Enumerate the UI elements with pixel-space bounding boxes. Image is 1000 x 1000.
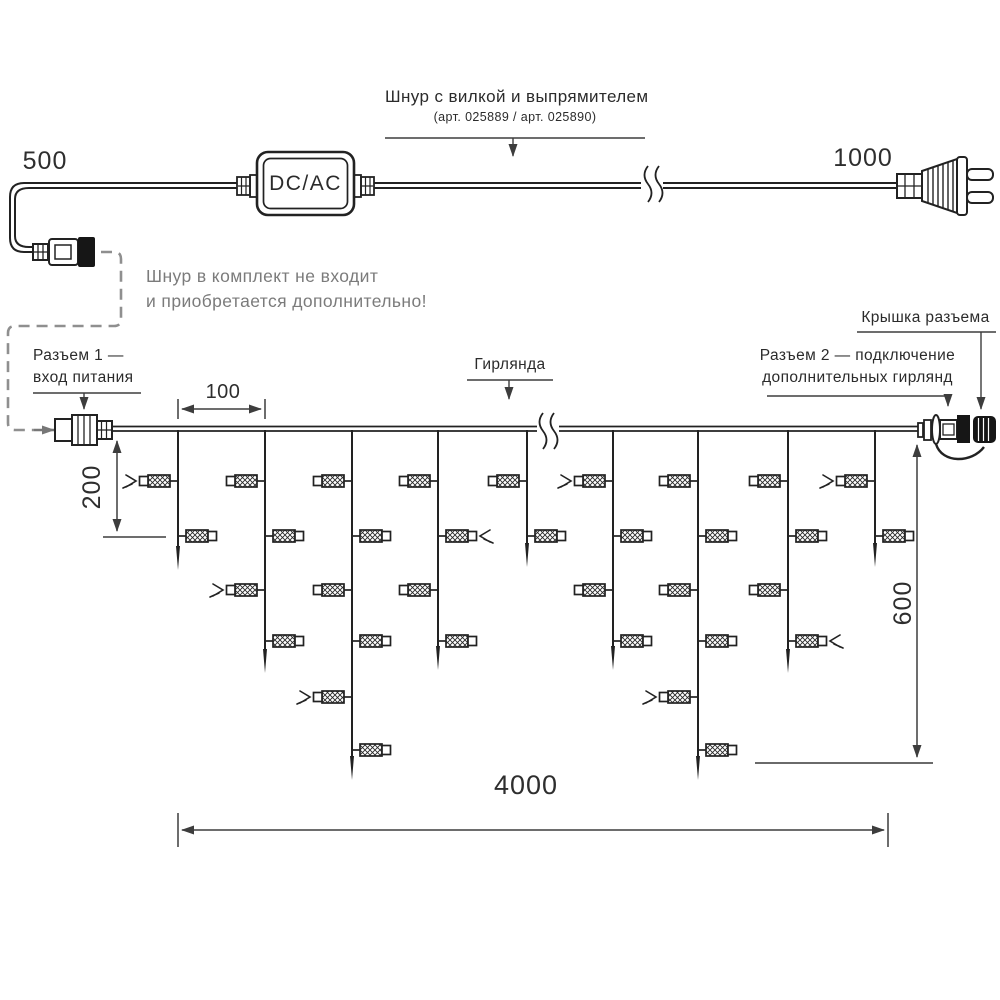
led-bulb	[314, 475, 353, 487]
led-bulb	[788, 530, 827, 542]
not-included-dashed-path	[8, 252, 121, 430]
connector1-label	[33, 345, 133, 389]
drops-layer	[123, 430, 914, 780]
connector2-label-line2: дополнительных гирлянд	[762, 369, 953, 386]
cable-break-icon	[645, 166, 663, 202]
led-bulb	[698, 635, 737, 647]
garland-leader	[467, 380, 553, 399]
icicle-drop	[489, 430, 566, 567]
flash-arrow-icon	[297, 691, 310, 704]
cord-callout	[385, 87, 649, 124]
led-bulb	[297, 691, 352, 704]
led-bulb	[123, 475, 178, 488]
led-bulb	[788, 635, 843, 648]
connector1-leader	[33, 393, 141, 409]
led-bulb	[643, 691, 698, 704]
icicle-drop	[210, 430, 304, 673]
drop-tip	[176, 546, 180, 570]
led-bulb	[438, 635, 477, 647]
cap-label: Крышка разъема	[861, 309, 990, 326]
dim-4000-label: 4000	[493, 770, 559, 800]
wire-break-icon	[540, 413, 558, 449]
led-bulb	[178, 530, 217, 542]
led-bulb	[352, 530, 391, 542]
dim-1000-label: 1000	[833, 144, 893, 172]
led-bulb	[265, 530, 304, 542]
connector2-label-line1: Разъем 2 — подключение	[759, 347, 956, 364]
icicle-drop	[297, 430, 391, 780]
dim-600-label: 600	[888, 580, 917, 626]
led-bulb	[210, 584, 265, 597]
drop-tip	[263, 649, 267, 673]
icicle-drop	[750, 430, 844, 673]
led-bulb	[227, 475, 266, 487]
dc-cable	[10, 183, 237, 252]
power-plug-icon	[897, 157, 993, 215]
cord-callout-leader	[385, 138, 645, 156]
flash-arrow-icon	[123, 475, 136, 488]
drop-tip	[525, 543, 529, 567]
converter-label: DC/AC	[269, 171, 342, 195]
cap-leash	[936, 444, 984, 459]
icicle-drop	[643, 430, 737, 780]
dc-connector-icon	[33, 237, 95, 267]
drop-tip	[350, 756, 354, 780]
led-bulb	[400, 475, 439, 487]
led-bulb	[265, 635, 304, 647]
led-bulb	[575, 584, 614, 596]
icicle-drop	[123, 430, 217, 570]
drop-tip	[696, 756, 700, 780]
led-bulb	[613, 530, 652, 542]
garland-assembly	[55, 413, 996, 780]
dim-200-label: 200	[77, 464, 106, 510]
led-bulb	[489, 475, 528, 487]
connector2-leader	[767, 396, 948, 406]
drop-tip	[611, 646, 615, 670]
flash-arrow-icon	[643, 691, 656, 704]
flash-arrow-icon	[558, 475, 571, 488]
led-bulb	[660, 584, 699, 596]
dim-200	[103, 441, 166, 537]
led-bulb	[698, 530, 737, 542]
led-bulb	[613, 635, 652, 647]
flash-arrow-icon	[830, 635, 843, 648]
note-line1: Шнур в комплект не входит	[146, 266, 379, 286]
icicle-drop	[400, 430, 494, 670]
led-bulb	[352, 744, 391, 756]
drop-tip	[786, 649, 790, 673]
led-bulb	[875, 530, 914, 542]
led-bulb	[750, 584, 789, 596]
led-bulb	[527, 530, 566, 542]
led-bulb	[750, 475, 789, 487]
connector1-label-line2: вход питания	[33, 369, 134, 386]
cord-callout-line1: Шнур с вилкой и выпрямителем	[385, 87, 649, 106]
connector-cap-icon	[973, 416, 996, 443]
ac-cable	[374, 166, 897, 202]
dim-100-label: 100	[205, 381, 241, 403]
icicle-drop	[558, 430, 652, 670]
dim-500-label: 500	[22, 147, 68, 175]
led-bulb	[400, 584, 439, 596]
led-bulb	[698, 744, 737, 756]
connector1-label-line1: Разъем 1 —	[33, 347, 124, 364]
icicle-drop	[820, 430, 914, 567]
led-bulb	[352, 635, 391, 647]
garland-label: Гирлянда	[474, 356, 546, 373]
flash-arrow-icon	[480, 530, 493, 543]
led-bulb	[820, 475, 875, 488]
connector2-label	[755, 345, 960, 389]
flash-arrow-icon	[820, 475, 833, 488]
led-bulb	[314, 584, 353, 596]
drop-tip	[873, 543, 877, 567]
dim-4000	[178, 813, 888, 847]
drop-tip	[436, 646, 440, 670]
led-bulb	[558, 475, 613, 488]
not-included-note	[146, 264, 427, 315]
led-bulb	[438, 530, 493, 543]
connector-1-icon	[55, 415, 112, 445]
flash-arrow-icon	[210, 584, 223, 597]
led-bulb	[660, 475, 699, 487]
note-line2: и приобретается дополнительно!	[146, 291, 427, 312]
garland-main-wire	[112, 413, 918, 449]
cord-callout-line2: (арт. 025889 / арт. 025890)	[433, 110, 597, 124]
